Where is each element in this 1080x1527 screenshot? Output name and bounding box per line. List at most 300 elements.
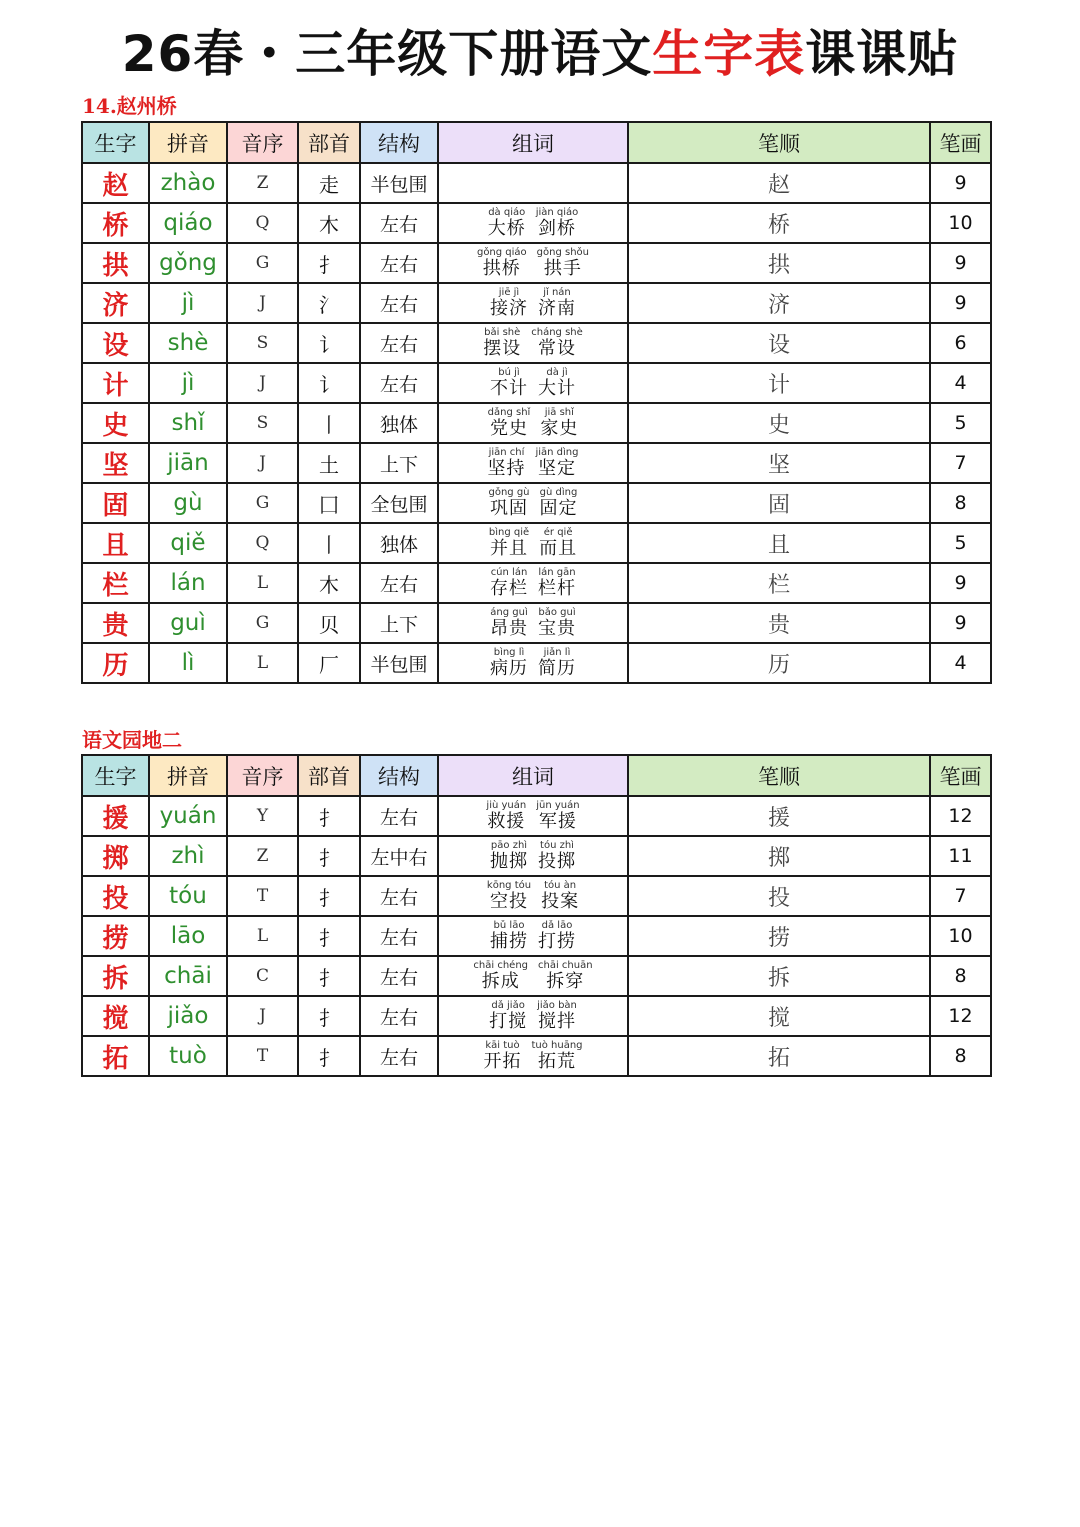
word-hanzi: 栏杆 — [538, 578, 576, 599]
word-pinyin: jiān chí — [488, 447, 525, 458]
stroke-order-cell — [628, 483, 930, 523]
structure-cell: 左右 — [360, 996, 438, 1036]
pinyin-cell: guì — [149, 603, 227, 643]
radical-cell: 氵 — [298, 283, 360, 323]
word-pinyin: jiā shǐ — [544, 407, 574, 418]
word-hanzi: 昂贵 — [490, 618, 528, 639]
structure-cell: 左中右 — [360, 836, 438, 876]
word-pinyin: ér qiě — [543, 527, 573, 538]
stroke-order-cell — [628, 956, 930, 996]
word-hanzi: 捕捞 — [490, 931, 528, 952]
structure-cell: 左右 — [360, 796, 438, 836]
words-cell — [438, 796, 628, 836]
radical-cell: 木 — [298, 203, 360, 243]
radical-cell: 扌 — [298, 836, 360, 876]
header-structure: 结构 — [360, 755, 438, 796]
radical-cell: 囗 — [298, 483, 360, 523]
words-cell — [438, 403, 628, 443]
stroke-order-final-char: 济 — [767, 292, 790, 318]
pinyin-cell: gǒng — [149, 243, 227, 283]
stroke-order-final-char: 掷 — [767, 845, 790, 871]
stroke-order-final-char: 贵 — [767, 612, 790, 638]
stroke-count-cell: 9 — [930, 283, 991, 323]
words-cell — [438, 996, 628, 1036]
word-hanzi: 坚持 — [487, 458, 526, 479]
table-row — [82, 363, 991, 403]
structure-cell: 半包围 — [360, 163, 438, 203]
word-pair — [487, 880, 531, 912]
stroke-order-final-char: 史 — [767, 412, 790, 438]
header-pinyin: 拼音 — [149, 755, 227, 796]
word-pair — [489, 527, 529, 559]
word-pair — [538, 960, 593, 992]
word-pair — [541, 880, 579, 912]
header-radical: 部首 — [298, 122, 360, 163]
word-pair — [486, 800, 526, 832]
table-row — [82, 483, 991, 523]
header-words: 组词 — [438, 122, 628, 163]
stroke-count-cell: 11 — [930, 836, 991, 876]
word-pinyin: jiǎo bàn — [537, 1000, 577, 1011]
stroke-order-final-char: 拓 — [767, 1045, 790, 1071]
stroke-order-final-char: 栏 — [767, 572, 790, 598]
word-pair — [477, 247, 527, 279]
stroke-order-final-char: 拆 — [767, 965, 790, 991]
word-pair — [537, 247, 589, 279]
word-pair — [483, 1040, 521, 1072]
word-hanzi: 存栏 — [490, 578, 528, 599]
stroke-count-cell: 4 — [930, 643, 991, 683]
word-pair — [490, 287, 528, 319]
pinyin-cell: tóu — [149, 876, 227, 916]
word-pinyin: jiē jì — [498, 287, 520, 298]
words-cell — [438, 243, 628, 283]
word-pinyin: tuò huāng — [531, 1040, 583, 1051]
word-hanzi: 搅拌 — [537, 1011, 576, 1032]
header-count: 笔画 — [930, 122, 991, 163]
table-row — [82, 323, 991, 363]
stroke-order-cell — [628, 643, 930, 683]
word-pair — [531, 327, 583, 359]
words-cell — [438, 163, 628, 203]
word-pinyin: gù dìng — [539, 487, 578, 498]
stroke-count-cell: 12 — [930, 796, 991, 836]
char-cell: 赵 — [82, 163, 149, 203]
word-pair — [490, 647, 528, 679]
structure-cell: 全包围 — [360, 483, 438, 523]
char-cell: 固 — [82, 483, 149, 523]
word-pinyin: lán gān — [538, 567, 576, 578]
word-pinyin: bìng lì — [493, 647, 525, 658]
header-strokes: 笔顺 — [628, 122, 930, 163]
structure-cell: 左右 — [360, 956, 438, 996]
pinyin-cell: tuò — [149, 1036, 227, 1076]
table-row — [82, 956, 991, 996]
words-cell — [438, 916, 628, 956]
stroke-count-cell: 10 — [930, 916, 991, 956]
pinyin-cell: shǐ — [149, 403, 227, 443]
radical-cell: 丨 — [298, 523, 360, 563]
header-structure: 结构 — [360, 122, 438, 163]
table-row — [82, 796, 991, 836]
table-row — [82, 1036, 991, 1076]
table-row — [82, 916, 991, 956]
radical-cell: 木 — [298, 563, 360, 603]
word-pinyin: pāo zhì — [490, 840, 528, 851]
word-hanzi: 军援 — [538, 811, 577, 832]
table-row — [82, 643, 991, 683]
table-row — [82, 443, 991, 483]
stroke-order-cell — [628, 916, 930, 956]
structure-cell: 半包围 — [360, 643, 438, 683]
word-pair — [490, 920, 528, 952]
char-cell: 援 — [82, 796, 149, 836]
word-pair — [536, 207, 579, 239]
char-cell: 史 — [82, 403, 149, 443]
order-cell: J — [227, 996, 298, 1036]
page-title — [0, 22, 1080, 86]
lesson-label: 语文园地二 — [82, 728, 182, 752]
word-pair — [540, 487, 578, 519]
char-cell: 搅 — [82, 996, 149, 1036]
words-cell — [438, 363, 628, 403]
word-hanzi: 常设 — [538, 338, 576, 359]
order-cell: Y — [227, 796, 298, 836]
word-table — [81, 121, 992, 684]
radical-cell: 丨 — [298, 403, 360, 443]
radical-cell: 讠 — [298, 363, 360, 403]
pinyin-cell: jì — [149, 363, 227, 403]
word-hanzi: 拱手 — [543, 258, 582, 279]
word-pair — [538, 567, 576, 599]
word-pair — [537, 1000, 577, 1032]
stroke-order-final-char: 且 — [767, 532, 790, 558]
word-hanzi: 摆设 — [483, 338, 522, 359]
word-hanzi: 拓荒 — [537, 1051, 576, 1072]
words-cell — [438, 836, 628, 876]
word-pair — [488, 407, 531, 439]
word-hanzi: 简历 — [538, 658, 576, 679]
word-pinyin: dǎng shǐ — [487, 407, 531, 418]
lesson-label: 14.赵州桥 — [82, 94, 177, 118]
word-pair — [538, 367, 576, 399]
words-cell — [438, 1036, 628, 1076]
pinyin-cell: lì — [149, 643, 227, 683]
word-hanzi: 空投 — [490, 891, 528, 912]
radical-cell: 扌 — [298, 796, 360, 836]
word-pinyin: jǐ nán — [543, 287, 571, 298]
order-cell: C — [227, 956, 298, 996]
pinyin-cell: zhì — [149, 836, 227, 876]
word-hanzi: 拆穿 — [546, 971, 585, 992]
word-hanzi: 打捞 — [538, 931, 576, 952]
word-pinyin: kōng tóu — [486, 880, 532, 891]
title-main: 26春・三年级下册语文 — [121, 25, 653, 83]
radical-cell: 走 — [298, 163, 360, 203]
char-cell: 济 — [82, 283, 149, 323]
header-radical: 部首 — [298, 755, 360, 796]
title-accent: 生字表 — [652, 25, 806, 83]
word-hanzi: 大桥 — [487, 218, 526, 239]
table-row — [82, 876, 991, 916]
radical-cell: 厂 — [298, 643, 360, 683]
word-pinyin: jiàn qiáo — [535, 207, 579, 218]
word-pair — [473, 960, 528, 992]
structure-cell: 独体 — [360, 403, 438, 443]
word-hanzi: 投掷 — [538, 851, 576, 872]
word-hanzi: 剑桥 — [537, 218, 576, 239]
table-row — [82, 403, 991, 443]
word-pinyin: cháng shè — [531, 327, 583, 338]
word-pinyin: jiān dìng — [535, 447, 579, 458]
word-pinyin: kāi tuò — [485, 1040, 520, 1051]
word-pair — [540, 407, 578, 439]
word-pair — [490, 367, 528, 399]
order-cell: S — [227, 323, 298, 363]
word-pair — [538, 920, 576, 952]
char-cell: 掷 — [82, 836, 149, 876]
char-cell: 栏 — [82, 563, 149, 603]
pinyin-cell: jiǎo — [149, 996, 227, 1036]
word-hanzi: 党史 — [489, 418, 528, 439]
stroke-count-cell: 5 — [930, 403, 991, 443]
pinyin-cell: jì — [149, 283, 227, 323]
header-char: 生字 — [82, 755, 149, 796]
word-pinyin: bǔ lāo — [493, 920, 525, 931]
structure-cell: 左右 — [360, 876, 438, 916]
stroke-order-final-char: 搅 — [767, 1005, 790, 1031]
table-row — [82, 203, 991, 243]
words-cell — [438, 483, 628, 523]
char-cell: 捞 — [82, 916, 149, 956]
radical-cell: 土 — [298, 443, 360, 483]
word-pair — [538, 287, 576, 319]
stroke-order-final-char: 固 — [767, 492, 790, 518]
stroke-count-cell: 9 — [930, 163, 991, 203]
stroke-order-cell — [628, 836, 930, 876]
order-cell: T — [227, 1036, 298, 1076]
char-cell: 坚 — [82, 443, 149, 483]
structure-cell: 左右 — [360, 363, 438, 403]
word-pinyin: dǎ jiǎo — [491, 1000, 525, 1011]
word-pinyin: dà qiáo — [488, 207, 526, 218]
char-cell: 拆 — [82, 956, 149, 996]
stroke-order-cell — [628, 523, 930, 563]
stroke-order-final-char: 历 — [767, 652, 790, 678]
stroke-order-cell — [628, 203, 930, 243]
word-pair — [488, 487, 529, 519]
word-pair — [483, 327, 521, 359]
stroke-count-cell: 5 — [930, 523, 991, 563]
pinyin-cell: qiáo — [149, 203, 227, 243]
radical-cell: 讠 — [298, 323, 360, 363]
stroke-count-cell: 9 — [930, 243, 991, 283]
char-cell: 计 — [82, 363, 149, 403]
stroke-order-cell — [628, 996, 930, 1036]
order-cell: S — [227, 403, 298, 443]
word-pinyin: tóu zhì — [540, 840, 574, 851]
word-pinyin: dà jì — [546, 367, 568, 378]
word-hanzi: 固定 — [539, 498, 578, 519]
stroke-order-cell — [628, 563, 930, 603]
word-pair — [539, 527, 577, 559]
words-cell — [438, 443, 628, 483]
word-hanzi: 而且 — [539, 538, 578, 559]
word-table — [81, 754, 992, 1077]
stroke-count-cell: 7 — [930, 876, 991, 916]
stroke-order-final-char: 投 — [767, 885, 790, 911]
word-pinyin: tóu àn — [544, 880, 577, 891]
stroke-order-final-char: 坚 — [767, 452, 790, 478]
word-pinyin: bìng qiě — [488, 527, 530, 538]
stroke-order-cell — [628, 443, 930, 483]
pinyin-cell: zhào — [149, 163, 227, 203]
stroke-count-cell: 8 — [930, 483, 991, 523]
stroke-order-cell — [628, 363, 930, 403]
stroke-order-cell — [628, 163, 930, 203]
word-pair — [490, 607, 528, 639]
order-cell: Z — [227, 836, 298, 876]
word-pair — [535, 447, 578, 479]
radical-cell: 扌 — [298, 996, 360, 1036]
word-pinyin: bú jì — [498, 367, 520, 378]
header-order: 音序 — [227, 122, 298, 163]
stroke-order-final-char: 设 — [767, 332, 790, 358]
radical-cell: 贝 — [298, 603, 360, 643]
word-hanzi: 接济 — [490, 298, 528, 319]
stroke-order-cell — [628, 283, 930, 323]
word-pinyin: bǎo guì — [538, 607, 576, 618]
char-cell: 拱 — [82, 243, 149, 283]
radical-cell: 扌 — [298, 1036, 360, 1076]
table-row — [82, 283, 991, 323]
stroke-order-cell — [628, 323, 930, 363]
order-cell: J — [227, 363, 298, 403]
word-pinyin: gǒng qiáo — [476, 247, 527, 258]
word-hanzi: 投案 — [541, 891, 580, 912]
word-pinyin: jūn yuán — [536, 800, 580, 811]
table-row — [82, 996, 991, 1036]
stroke-count-cell: 9 — [930, 603, 991, 643]
word-hanzi: 拆成 — [481, 971, 520, 992]
stroke-count-cell: 4 — [930, 363, 991, 403]
stroke-order-final-char: 桥 — [767, 212, 790, 238]
table-row — [82, 243, 991, 283]
char-cell: 历 — [82, 643, 149, 683]
word-pinyin: gǒng gù — [488, 487, 530, 498]
pinyin-cell: jiān — [149, 443, 227, 483]
pinyin-cell: lán — [149, 563, 227, 603]
word-hanzi: 救援 — [487, 811, 526, 832]
stroke-count-cell: 6 — [930, 323, 991, 363]
stroke-order-cell — [628, 243, 930, 283]
word-hanzi: 家史 — [540, 418, 579, 439]
word-pair — [536, 800, 579, 832]
stroke-count-cell: 7 — [930, 443, 991, 483]
words-cell — [438, 956, 628, 996]
stroke-count-cell: 8 — [930, 956, 991, 996]
word-hanzi: 抛掷 — [490, 851, 528, 872]
order-cell: T — [227, 876, 298, 916]
stroke-order-final-char: 拱 — [767, 252, 790, 278]
structure-cell: 左右 — [360, 283, 438, 323]
word-pinyin: chāi chuān — [538, 960, 593, 971]
structure-cell: 上下 — [360, 603, 438, 643]
stroke-count-cell: 12 — [930, 996, 991, 1036]
structure-cell: 左右 — [360, 1036, 438, 1076]
stroke-order-final-char: 援 — [767, 805, 790, 831]
order-cell: L — [227, 563, 298, 603]
words-cell — [438, 563, 628, 603]
word-pinyin: cún lán — [490, 567, 528, 578]
pinyin-cell: shè — [149, 323, 227, 363]
order-cell: L — [227, 916, 298, 956]
header-row — [82, 122, 991, 163]
table-row — [82, 523, 991, 563]
word-pair — [487, 447, 525, 479]
word-pinyin: gǒng shǒu — [536, 247, 590, 258]
order-cell: J — [227, 443, 298, 483]
order-cell: G — [227, 243, 298, 283]
word-hanzi: 不计 — [490, 378, 528, 399]
stroke-order-cell — [628, 876, 930, 916]
word-pair — [490, 840, 528, 872]
word-hanzi: 坚定 — [537, 458, 576, 479]
stroke-order-final-char: 捞 — [767, 925, 790, 951]
radical-cell: 扌 — [298, 876, 360, 916]
order-cell: Q — [227, 523, 298, 563]
char-cell: 且 — [82, 523, 149, 563]
order-cell: Z — [227, 163, 298, 203]
structure-cell: 左右 — [360, 203, 438, 243]
header-pinyin: 拼音 — [149, 122, 227, 163]
char-cell: 拓 — [82, 1036, 149, 1076]
header-words: 组词 — [438, 755, 628, 796]
structure-cell: 左右 — [360, 243, 438, 283]
order-cell: Q — [227, 203, 298, 243]
word-pinyin: jiǎn lì — [543, 647, 571, 658]
structure-cell: 左右 — [360, 563, 438, 603]
stroke-count-cell: 10 — [930, 203, 991, 243]
words-cell — [438, 323, 628, 363]
structure-cell: 左右 — [360, 323, 438, 363]
header-row — [82, 755, 991, 796]
char-cell: 设 — [82, 323, 149, 363]
char-cell: 桥 — [82, 203, 149, 243]
word-hanzi: 拱桥 — [482, 258, 521, 279]
stroke-order-final-char: 计 — [767, 372, 790, 398]
word-pinyin: chāi chéng — [473, 960, 529, 971]
radical-cell: 扌 — [298, 916, 360, 956]
stroke-order-cell — [628, 403, 930, 443]
word-hanzi: 济南 — [538, 298, 576, 319]
word-hanzi: 开拓 — [483, 1051, 522, 1072]
header-count: 笔画 — [930, 755, 991, 796]
order-cell: G — [227, 483, 298, 523]
stroke-order-final-char: 赵 — [767, 172, 790, 198]
word-hanzi: 巩固 — [489, 498, 528, 519]
word-pinyin: áng guì — [490, 607, 528, 618]
pinyin-cell: gù — [149, 483, 227, 523]
stroke-order-cell — [628, 796, 930, 836]
pinyin-cell: chāi — [149, 956, 227, 996]
structure-cell: 左右 — [360, 916, 438, 956]
word-pinyin: dǎ lāo — [541, 920, 573, 931]
word-pinyin: jiù yuán — [486, 800, 527, 811]
word-hanzi: 并且 — [490, 538, 528, 559]
word-pinyin: bǎi shè — [484, 327, 521, 338]
stroke-order-cell — [628, 1036, 930, 1076]
